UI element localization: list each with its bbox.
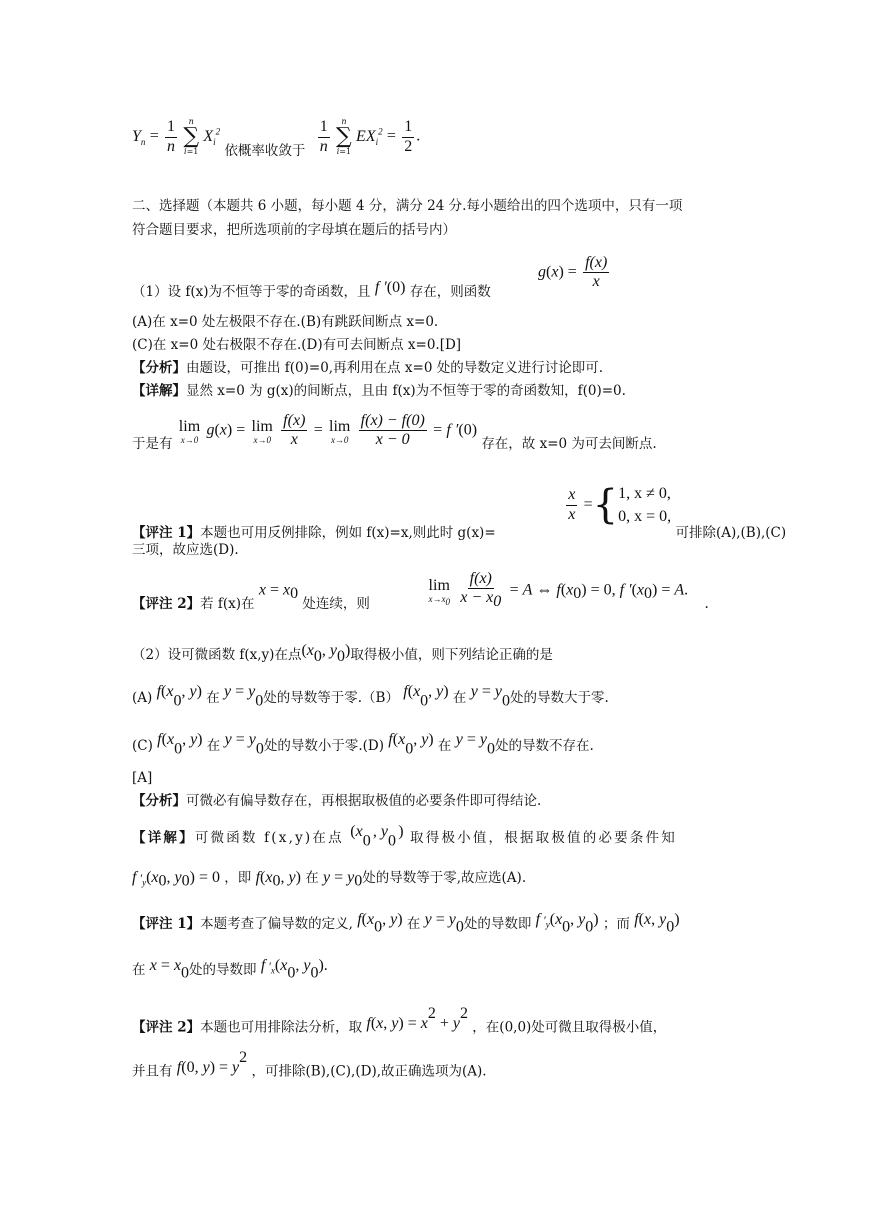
q1-note1: 【评注 1】本题也可用反例排除，例如 f(x)=x,则此时 g(x)= $\frac{x}{x}$ ={ 1, x ≠ 0, 0, x = 0, 可排除(A),(B),(C) bbox=[132, 482, 787, 541]
section2-header: 二、选择题（本题共 6 小题，每小题 4 分，满分 24 分.每小题给出的四个选项中，只有一项 bbox=[132, 198, 683, 214]
q2-answer: [A] bbox=[132, 770, 153, 786]
math-yn: $Y_n$ bbox=[132, 127, 146, 147]
q1-analysis: 【分析】由题设，可推出 f(0)=0,再利用在点 x=0 处的导数定义进行讨论即可. bbox=[132, 360, 603, 376]
q2-note1-cont: 在 $x = x_0$处的导数即 f $'_x(x_0$, $y_0$). bbox=[132, 957, 328, 982]
math-gx-def: g(x) = $\frac{f(x)}{x}$ bbox=[538, 254, 608, 291]
sum-symbol: n ∑ i=1 bbox=[183, 117, 200, 156]
section2-header-cont: 符合题目要求，把所选项前的字母填在题后的括号内） bbox=[132, 222, 456, 238]
converge-text: 依概率收敛于 bbox=[224, 142, 306, 159]
q1-stem: （1）设 f(x)为不恒等于零的奇函数，且 f ′(0) 存在，则函数 bbox=[132, 279, 491, 300]
q2-note2-cont: 并且有 f(0, $y) = y^2$ ，可排除(B),(C),(D),故正确选项为(A). bbox=[132, 1049, 487, 1080]
q2-detail: 【详解】可微函数 f(x,y)在点 ($x_0$, $y_0$) 取得极小值，根据取极值的必要条件知 bbox=[132, 823, 677, 850]
formula-yn-line: $Y_n$ = $\frac{1}{n}$ n ∑ i=1 $X_i^2$ 依概率收敛于 $\frac{1}{n}$ n ∑ i=1 $EX_i^2$ = $\frac{1}{2}$ . bbox=[132, 117, 421, 159]
q2-option-cd: (C) $f(x_0$, y) 在 $y = y_0$处的导数小于零.(D) $f(x_0$, y) 在 $y = y_0$处的导数不存在. bbox=[132, 731, 594, 758]
q1-detail: 【详解】显然 x=0 为 g(x)的间断点，且由 f(x)为不恒等于零的奇函数知，f(0)=0. bbox=[132, 383, 626, 399]
q2-analysis: 【分析】可微必有偏导数存在，再根据取极值的必要条件即可得结论. bbox=[132, 793, 542, 809]
math-fprime0: f ′ bbox=[374, 279, 387, 296]
q2-stem: （2）设可微函数 f(x,y)在点($x_0$, $y_0$)取得极小值，则下列结论正确的是 bbox=[132, 642, 553, 665]
q1-limit-line: 于是有 lim x→0 g(x) = lim x→0 $\frac{f(x)}{x}$ = lim x→0 $\frac{f(x) - f(0)}{x - 0}$ = f ′(0) 存在，故 x=0 为可去间断点. bbox=[132, 412, 657, 453]
q1-note1-cont: 三项，故应选(D). bbox=[132, 542, 239, 558]
q2-note1: 【评注 1】本题考查了偏导数的定义, $f(x_0$, y) 在 $y = y_0$处的导数即 f $'_y(x_0$, $y_0$) ；而 f(x, $y_0$) bbox=[132, 911, 680, 936]
q1-option-ab: (A)在 x=0 处左极限不存在.(B)有跳跃间断点 x=0. bbox=[132, 314, 439, 330]
q2-note2: 【评注 2】本题也可用排除法分析，取 f(x, $y) = x^2 + y^2$ ，在(0,0)处可微且取得极小值， bbox=[132, 1005, 667, 1036]
q1-note2: 【评注 2】若 f(x)在 $x = x_0$ 处连续，则 lim $x\to x_0$ $\frac{f(x)}{x - x_0}$ = A ⇔ $f(x_0) = 0$, f $'(x_0) = A$. . bbox=[132, 570, 709, 613]
q2-option-ab: (A) $f(x_0$, y) 在 $y = y_0$处的导数等于零.（B） $f(x_0$, y) 在 $y = y_0$处的导数大于零. bbox=[132, 683, 609, 710]
q2-detail-cont: f $'_y(x_0$, $y_0) = 0$ ，即 $f(x_0$, y) 在 $y = y_0$处的导数等于零,故应选(A). bbox=[132, 869, 527, 890]
q1-option-cd: (C)在 x=0 处右极限不存在.(D)有可去间断点 x=0.[D] bbox=[132, 337, 462, 353]
